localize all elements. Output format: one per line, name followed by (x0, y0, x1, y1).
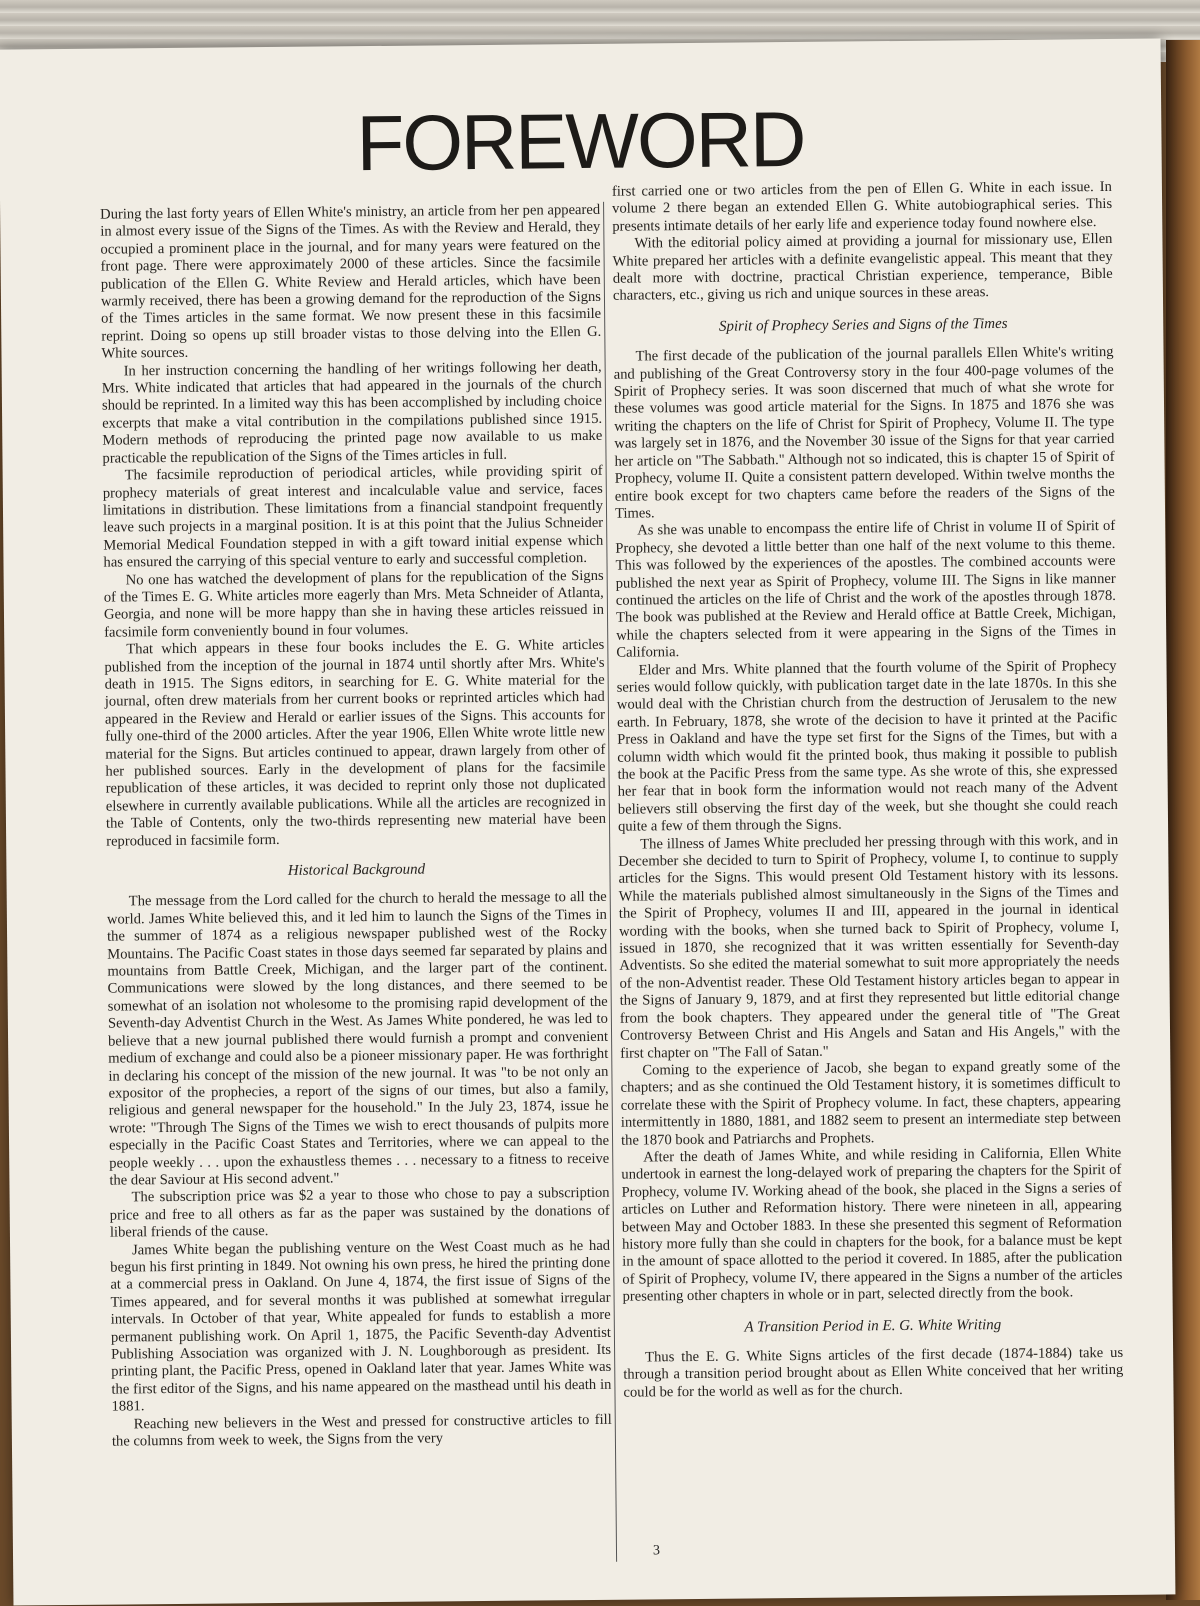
left-column (100, 202, 612, 1451)
paragraph: The subscription price was $2 a year to those who chose to pay a subscription price and free to all others as far as the paper was sustained by the donations of liberal friends of the cause. (109, 1185, 610, 1241)
paragraph: The first decade of the publication of the journal parallels Ellen White's writing and publishing of the Great Controversy story in the four 400-page volumes of the Spirit of Prophecy series. It was soon discerned that much of what she wrote for these volumes was good article material for the Signs. In 1875 and 1876 she was writing the chapters on the life of Christ for Spirit of Prophecy, Volume II. The type was largely set in 1876, and the November 30 issue of the Signs for that year carried her article on "The Sabbath." Although not so indicated, this is chapter 15 of Spirit of Prophecy, volume II. Quite a consistent pattern developed. Within twelve months the entire book except for two chapters came before the readers of the Signs of the Times. (613, 344, 1115, 522)
section-heading: Historical Background (287, 861, 426, 879)
paragraph: With the editorial policy aimed at providing a journal for missionary use, Ellen White prepared her articles with a definite evangelistic appeal. This meant that they dealt more with doctrine, practical Christian experience, temperance, Bible characters, etc., giving us rich and unique sources in these areas. (612, 231, 1113, 305)
paragraph: Elder and Mrs. White planned that the fourth volume of the Spirit of Prophecy series would follow quickly, with publication target date in the late 1870s. In this she would deal with the Christian church from the destruction of Jerusalem to the new earth. In February, 1878, she wrote of the decision to have it printed at the Pacific Press in Oakland and have the type set first for the Signs of the Times, but with a column width which would fit the printed book, thus making it possible to publish the book at the Pacific Press from the same type. As she wrote of this, she expressed her fear that in book form the information would not reach many of the Advent believers still observing the first day of the week, but she thought she could reach quite a few of them through the Signs. (616, 657, 1118, 835)
section-heading: A Transition Period in E. G. White Writing (744, 1316, 1002, 1336)
book-page (0, 38, 1175, 1605)
paragraph: first carried one or two articles from the pen of Ellen G. White in each issue. In volume 2 there began an extended Ellen G. White autobiographical series. This presents intimate details of her early life and experience today found nowhere else. (611, 178, 1113, 235)
section-heading: Spirit of Prophecy Series and Signs of the Times (718, 315, 1008, 335)
paragraph: The illness of James White precluded her pressing through with this work, and in December she decided to turn to Spirit of Prophecy, volume I, to continue to supply articles for the Signs. This would present Old Testament history with its lessons. While the materials published almost simultaneously in the Signs of the Times and the Spirit of Prophecy, volumes II and III, appeared in the journal in identical wording with the books, when she turned back to Spirit of Prophecy, volume I, issued in 1870, she recognized that it was written essentially for Seventh-day Adventists. So she edited the material somewhat to suit more appropriately the needs of the non-Adventist reader. These Old Testament history articles began to appear in the Signs of January 9, 1879, and at first they represented but little editorial change from the book chapters. They appeared under the general title of "The Great Controversy Between Christ and His Angels and Satan and His Angels," with the first chapter on "The Fall of Satan." (618, 831, 1121, 1062)
paragraph: During the last forty years of Ellen White's ministry, an article from her pen appeared in almost every issue of the Signs of the Times. As with the Review and Herald, they occupied a prominent place in the journal, and for many years were featured on the front page. There were approximately 2000 of these articles. Since the facsimile publication of the Ellen G. White Review and Herald articles, which have been warmly received, there has been a growing demand for the reproduction of the Signs of the Times articles in the same format. We now present these in this facsimile reprint. Doing so opens up still broader vistas to those delving into the Ellen G. White sources. (100, 201, 602, 362)
page-title: FOREWORD (356, 94, 805, 188)
paragraph: No one has watched the development of plans for the republication of the Signs of the Times E. G. White articles more eagerly than Mrs. Meta Schneider of Atlanta, Georgia, and none will be more happy than she in having these articles reissued in facsimile form conveniently bound in four volumes. (103, 567, 605, 641)
right-column (612, 179, 1124, 1402)
paragraph: Reaching new believers in the West and pressed for constructive articles to fill the columns from week to week, the Signs from the very (111, 1411, 612, 1450)
paragraph: After the death of James White, and while residing in California, Ellen White undertook in earnest the long-delayed work of preparing the chapters for the Spirit of Prophecy, volume IV. Working ahead of the book, she placed in the Signs a series of articles on Luther and Reformation history. There were nineteen in all, appearing between May and October 1883. In these she presented this segment of Reformation history more fully than she could in chapters for the book, for a balance must be kept in the amount of space allotted to the period it covered. In 1885, after the publication of Spirit of Prophecy, volume IV, there appeared in the Signs a number of the articles presenting other chapters in whole or in part, selected directly from the book. (621, 1144, 1123, 1305)
paragraph: The facsimile reproduction of periodical articles, while providing spirit of prophecy materials of great interest and incalculable value and service, faces limitations in distribution. These limitations from a financial standpoint frequently leave such projects in a marginal position. It is at this point that the Julius Schneider Memorial Medical Foundation stepped in with a gift toward initial expense which has ensured the carrying of this special venture to early and successful completion. (102, 462, 604, 571)
paragraph: The message from the Lord called for the church to herald the message to all the world. James White believed this, and it led him to launch the Signs of the Times in the summer of 1874 as a religious newspaper published west of the Rocky Mountains. The Pacific Coast states in those days seemed far separated by plains and mountains from Battle Creek, Michigan, and the larger part of the continent. Communications were slowed by the long distances, and there seemed to be somewhat of an isolation not wholesome to the promising rapid development of the Seventh-day Adventist Church in the West. As James White pondered, he was led to believe that a new journal published there would furnish a prompt and convenient medium of exchange and could also be a pioneer missionary paper. He was forthright in declaring his concept of the mission of the new journal. It was "to be not only an expositor of the prophecies, a report of the signs of our times, but also a family, religious and general newspaper for the household." In the July 23, 1874, issue he wrote: "Through The Signs of the Times we wish to erect thousands of pulpits more especially in the Pacific Coast States and Territories, where we can appeal to the people weekly . . . upon the exhaustless themes . . . necessary to a fitness to receive the dear Saviour at His second advent." (106, 889, 610, 1189)
paragraph: As she was unable to encompass the entire life of Christ in volume II of Spirit of Prophecy, she devoted a little better than one half of the next volume to this theme. This was followed by the experiences of the apostles. The combined accounts were published the next year as Spirit of Prophecy, volume III. The Signs in like manner continued the articles on the life of Christ and the work of the apostles through 1878. The book was published at the Review and Herald office at Battle Creek, Michigan, while the chapters selected from it were appearing in the Signs of the Times in California. (615, 518, 1117, 661)
paragraph: In her instruction concerning the handling of her writings following her death, Mrs. White indicated that articles that had appeared in the journals of the church should be reprinted. In a limited way this has been accomplished by including choice excerpts that make a vital contribution in the compilations published since 1915. Modern methods of reproducing the printed page now available to us make practicable the republication of the Signs of the Times articles in full. (101, 358, 603, 467)
paragraph: Thus the E. G. White Signs articles of the first decade (1874-1884) take us through a transition period brought about as Ellen White conceived that her writing could be for the world as well as for the church. (623, 1344, 1124, 1401)
paragraph: James White began the publishing venture on the West Coast much as he had begun his first printing in 1849. Not owning his own press, he hired the printing done at a commercial press in Oakland. On June 4, 1874, the first issue of Signs of the Times appeared, and for several months it was published at somewhat irregular intervals. In October of that year, White appealed for funds to establish a more permanent publishing work. On April 1, 1875, the Pacific Seventh-day Adventist Publishing Association was organized with J. N. Loughborough as president. Its printing plant, the Pacific Press, opened in Oakland later that year. James White was the first editor of the Signs, and his name appeared on the masthead until his death in 1881. (110, 1237, 612, 1415)
paragraph: Coming to the experience of Jacob, she began to expand greatly some of the chapters; and as she continued the Old Testament history, it is sometimes difficult to correlate these with the Spirit of Prophecy volume. In fact, these chapters, appearing intermittently in 1880, 1881, and 1882 seem to present an intermediate step between the 1870 book and Patriarchs and Prophets. (620, 1057, 1121, 1149)
paragraph: That which appears in these four books includes the E. G. White articles published from the inception of the journal in 1874 until shortly after Mrs. White's death in 1915. The Signs editors, in searching for E. G. White material for the journal, often drew materials from her current books or reprinted articles which had appeared in the Review and Herald or earlier issues of the Signs. This accounts for fully one-third of the 2000 articles. After the year 1906, Ellen White wrote little new material for the Signs. But articles continued to appear, drawn largely from other of her published sources. Early in the development of plans for the facsimile republication of these articles, it was decided to reprint only those not duplicated elsewhere in currently available publications. While all the articles are recognized in the Table of Contents, only the two-thirds representing new material have been reproduced in facsimile form. (104, 636, 607, 850)
page-number: 3 (652, 1543, 661, 1559)
